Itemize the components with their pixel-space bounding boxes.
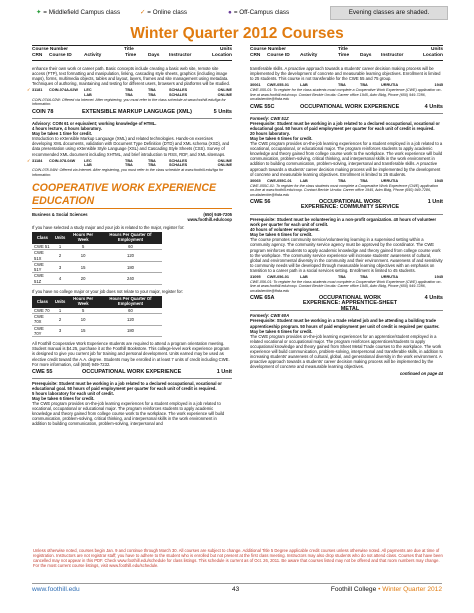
table-row bbox=[32, 314, 162, 326]
table-cell: 60 bbox=[99, 308, 162, 314]
table-caption: If you have selected a study major and your job is related to the major, register for: bbox=[32, 225, 185, 231]
table-cell: 1 bbox=[53, 308, 67, 314]
hours: 5 hours laboratory for each unit of credit. bbox=[32, 390, 114, 396]
class-row bbox=[250, 275, 443, 280]
formerly: Formerly: CWE 51Z bbox=[250, 115, 289, 121]
course-name: OCCUPATIONAL WORK EXPERIENCE bbox=[82, 368, 182, 375]
header-course-number: Course Number bbox=[250, 47, 286, 52]
header-title: Title bbox=[338, 47, 348, 52]
class-row bbox=[250, 179, 443, 184]
class-row bbox=[250, 83, 443, 88]
time: TBA bbox=[125, 158, 133, 163]
legend-middlefield bbox=[36, 9, 120, 16]
column-header-right bbox=[250, 45, 443, 61]
prerequisite: Prerequisite: Student must be volunteering in a non-profit organization. 40 hours of volunteer work per quarter for each unit of credit. bbox=[250, 217, 437, 228]
table-cell: 5 bbox=[67, 244, 99, 250]
class-note: CWE-055C-01: To register for the class students must complete a Cooperative Work Experience (CWE) application on-line at www.foothill.edu/coop. Contact Beckie Urrutia: Career office 1945, Adm Bldg, Phone (650) 949-7286, urrutiabeckie@fhda.edu bbox=[250, 183, 439, 197]
class-row bbox=[32, 93, 232, 98]
activity: LEC bbox=[84, 88, 92, 93]
department-info bbox=[32, 212, 232, 217]
table-header: Hours Per Quarter Of Employment bbox=[99, 232, 162, 244]
course-code: CWE 55C bbox=[250, 103, 275, 110]
table-row bbox=[32, 261, 162, 273]
class-note: CWE-055-01: To register for the class students must complete a Cooperative Work Experience (CWE) application on-line at www.foothill.edu/coop. Contact Beckie Urrutia: Career office 1945, Adm Bldg, Phone (650) 949-7286, urrutiabeckie@fhda.edu bbox=[250, 88, 442, 102]
course-units: 4 Units bbox=[424, 103, 443, 110]
crn: 30065 bbox=[250, 178, 261, 183]
course-heading bbox=[32, 110, 232, 119]
course-description: transferable skills. A proactive approach towards a students' career decision making process will be implemented by the development of concrete and measurable learning objectives. Enrollment is limited to 25 students. This course is not transferable for the CWE 55 and 75 group. bbox=[250, 66, 441, 82]
class-note: COIN-074A-02W: Offered via Internet. After registering, you must refer to the class schedule at www.foothill.edu/fga for information. bbox=[32, 97, 226, 107]
department-heading: COOPERATIVE WORK EXPERIENCE EDUCATION bbox=[32, 182, 232, 209]
table-cell: 120 bbox=[99, 250, 162, 262]
header-location: Location bbox=[423, 53, 443, 58]
course-name: OCCUPATIONAL WORK EXPERIENCE: COMMUNITY SERVICE bbox=[300, 199, 400, 211]
legend bbox=[0, 6, 474, 20]
course-description: enhance their own work or career path. Basic concepts include creating a basic web site, remote site access (FTP), text formatting and manipulation, linking, cascading style sheets, graphics (including image maps), forms, multimedia objects, tables and layout, layers, frames and site management using metadata. Techniques of authoring, maintaining and testing for different users, browsers and platforms will be studied. bbox=[32, 66, 231, 87]
course-id: CWE-055C-01 bbox=[267, 178, 292, 183]
left-column bbox=[27, 66, 232, 429]
crn: 31181 bbox=[32, 88, 43, 93]
table-cell: CWE 51Z bbox=[32, 273, 53, 285]
crn: 31095 bbox=[250, 275, 261, 280]
repeat: May be taken 6 times for credit. bbox=[32, 396, 95, 401]
course-id: COIN-078-04W bbox=[49, 158, 76, 163]
activity: LAB bbox=[84, 93, 92, 98]
footer-title bbox=[331, 586, 442, 593]
header-days: Days bbox=[148, 53, 160, 58]
table-cell: 240 bbox=[99, 273, 162, 285]
days: TBA bbox=[148, 163, 156, 168]
days: TBA bbox=[360, 83, 368, 88]
course-id: COIN-074A-02W bbox=[49, 88, 78, 93]
table-cell: 1 bbox=[53, 244, 67, 250]
table-cell: 2 bbox=[53, 250, 67, 262]
circle-icon: ● bbox=[228, 9, 232, 16]
course-description: The CWE program provides on-the-job learning experiences for a student employed in a job related to vocational, occupational or educational major. The program reinforces students to apply academic knowledge and theory gained from college course work to the workplace. The work experience will build communication, problem-solving, critical thinking, and interpersonal skills in the work environment in addition to building communication, problem-solving, interpersonal and bbox=[32, 401, 225, 427]
table-cell: 15 bbox=[67, 325, 99, 337]
course-description: The CWE program provides on-the-job learning experiences for a student employed in a job related to a vocational, occupational, or educational major. The program reinforces students to apply academic knowledge and theory gained from college course work to the workplace. The work experience will build communication, problem-solving, critical thinking, and interpersonal skills in the work environment in addition to building communication, problem-solving, interpersonal and transferable skills. A proactive approach towards a students' career decision making process will be implemented by the development of concrete and measurable learning objectives. Enrollment is limited to 25 students. bbox=[250, 141, 443, 177]
header-activity: Activity bbox=[84, 53, 102, 58]
class-row bbox=[32, 163, 232, 168]
course-units: 4 Units bbox=[424, 295, 443, 302]
header-time: Time bbox=[338, 53, 350, 58]
location: 1945 bbox=[434, 275, 443, 280]
table-caption: If you have no college major or your job does not relate to your major, register for: bbox=[32, 289, 184, 295]
table-cell: CWE 70 bbox=[32, 308, 53, 314]
course-code: CWE 55 bbox=[32, 368, 53, 375]
table-cell: 3 bbox=[53, 325, 67, 337]
units-table-no-major bbox=[32, 296, 162, 337]
course-heading bbox=[32, 370, 232, 379]
course-code: COIN 78 bbox=[32, 108, 54, 115]
header-course-id: Course ID bbox=[49, 53, 72, 58]
activity: LAB bbox=[300, 83, 308, 88]
footer-college: Foothill College bbox=[330, 586, 377, 593]
table-cell: CWE 70Y bbox=[32, 325, 53, 337]
column-header-left bbox=[32, 45, 232, 61]
table-cell: 120 bbox=[99, 314, 162, 326]
prerequisite: Prerequisite: Student must be working in a job related to a declared occupational, vocational or educational goal. 50 hours of paid employment per quarter for each unit of credit is required. bbox=[250, 120, 440, 131]
course-heading bbox=[250, 200, 443, 215]
table-cell: CWE 70X bbox=[32, 314, 53, 326]
activity: LAB bbox=[300, 275, 308, 280]
department-phone: (650) 949-7205 bbox=[203, 212, 232, 218]
continued-note: continued on page 44 bbox=[399, 371, 443, 377]
check-icon: ✓ bbox=[140, 9, 146, 16]
table-cell: CWE 51 bbox=[32, 244, 53, 250]
department-url[interactable]: www.foothill.edu/coop bbox=[187, 217, 232, 223]
table-cell: 3 bbox=[53, 261, 67, 273]
evening-shading-note: Evening classes are shaded. bbox=[330, 6, 448, 20]
course-heading bbox=[250, 296, 443, 311]
page-number: 43 bbox=[232, 586, 240, 593]
instructor: SCHALES bbox=[169, 158, 188, 163]
hours: 4 hours lecture, 4 hours laboratory. bbox=[32, 126, 102, 132]
header-time: Time bbox=[125, 53, 137, 58]
days: TBA bbox=[148, 158, 156, 163]
table-header: Class bbox=[32, 296, 53, 308]
location: ONLINE bbox=[217, 158, 232, 163]
location: ONLINE bbox=[217, 163, 232, 168]
table-cell: 10 bbox=[67, 314, 99, 326]
header-instructor: Instructor bbox=[169, 53, 192, 58]
header-activity: Activity bbox=[300, 53, 318, 58]
header-instructor: Instructor bbox=[381, 53, 404, 58]
days: TBA bbox=[360, 178, 368, 183]
instructor: SCHALES bbox=[169, 88, 188, 93]
header-crn: CRN bbox=[250, 53, 261, 58]
legend-off-campus bbox=[228, 9, 289, 16]
course-description: The course promotes community service/volunteering learning in a supervised setting within a community agency. The community service agency must be approved by the coordinator. The CWE program reinforces students to apply academic knowledge and theory gained from college course work to the workplace. The community service experience will increase students' awareness of cultural, global and environmental diversity in the community and their environment. Awareness of and sensitivity to community needs will be developed through measurable learning objectives with an emphasis on transition to a career path in a social services setting. Enrollment is limited to 45 students. bbox=[250, 237, 443, 273]
days: TBA bbox=[148, 93, 156, 98]
instructor: SCHALES bbox=[169, 163, 188, 168]
prerequisite: Prerequisite: Student must be working in a trade related job and be attending a building trade apprenticeship program. 50 hours of paid employment per unit of credit is required per quarter. bbox=[250, 318, 440, 329]
table-header: Hours Per Week bbox=[67, 232, 99, 244]
header-course-number: Course Number bbox=[32, 47, 68, 52]
course-id: CWE-056-01 bbox=[267, 275, 289, 280]
schedule-footnote: Unless otherwise noted, courses begin Jan. 9 and continue through March 30. All courses are subject to change. Additional Title 5 Degree applicable credit courses unless otherwise noted. All payments are due at time of registration. Instructors are not registrar staff; you have to adhere to the student who is enrolled but not present at the first class meeting. Instructors may also drop students who do not attend class. Courses that have been cancelled may not appear in this PDF. Check www.foothill.edu/schedule for class listings. This schedule is current as of Oct. 26, 2011. Be aware that courses listed may not be offered and that room numbers may change. For the most current course listings, visit www.foothill.edu/schedule. bbox=[33, 548, 443, 569]
header-course-id: Course ID bbox=[267, 53, 290, 58]
table-cell: CWE 51X bbox=[32, 250, 53, 262]
time: TBA bbox=[338, 275, 346, 280]
department-name: Business & Social Sciences bbox=[32, 212, 88, 218]
hours: 20 hours laboratory. bbox=[250, 130, 290, 136]
crn: 31184 bbox=[32, 158, 43, 163]
course-name: OCCUPATIONAL WORK EXPERIENCE: APPRENTICE-SHEET METAL bbox=[302, 295, 398, 312]
table-header: Hours Per Quarter Of Employment bbox=[99, 296, 162, 308]
coop-note: All Foothill Cooperative Work Experience students are required to attend a program orientation meeting. Student manual is $4.25, purchase it at the Foothill Bookstore. This college-level work experience program is designed to give you current job for training and personal development. Units earned may be used as elective credit toward the A.A. degree. Students may be enrolled in at least 7 units of credit including CWE. For more information, call (650) 949-7232. bbox=[32, 341, 230, 367]
legend-online-label: = Online class bbox=[147, 9, 188, 16]
course-units: 1 Unit bbox=[427, 199, 443, 205]
course-code: CWE 56 bbox=[250, 199, 271, 205]
activity: LAB bbox=[300, 178, 308, 183]
header-title: Title bbox=[124, 47, 134, 52]
course-id: CWE-055-01 bbox=[267, 83, 289, 88]
class-note: COIN-078-04W: Offered via Internet. After registering, you must refer to the class schedule at www.foothill.edu/fga for information. bbox=[32, 168, 224, 177]
course-units: 1 Unit bbox=[216, 368, 232, 375]
check-icon: ✓ bbox=[27, 88, 31, 93]
crn: 30061 bbox=[250, 83, 261, 88]
formerly: Formerly: CWE 60A bbox=[250, 313, 290, 319]
activity: LEC bbox=[84, 158, 92, 163]
location: ONLINE bbox=[217, 93, 232, 98]
table-row bbox=[32, 273, 162, 285]
repeat: May be taken 6 times for credit. bbox=[250, 328, 313, 334]
advisory: Advisory: COIN 61 or equivalent; working knowledge of HTML. bbox=[32, 120, 157, 126]
table-cell: 5 bbox=[67, 308, 99, 314]
header-crn: CRN bbox=[32, 53, 43, 58]
activity: LAB bbox=[84, 163, 92, 168]
table-cell: 2 bbox=[53, 314, 67, 326]
check-icon: ✓ bbox=[27, 158, 31, 163]
location: 1945 bbox=[434, 178, 443, 183]
units-table-major bbox=[32, 232, 162, 285]
header-units: Units bbox=[220, 47, 232, 52]
time: TBA bbox=[125, 88, 133, 93]
course-name: EXTENSIBLE MARKUP LANGUAGE (XML) bbox=[82, 108, 192, 115]
header-units: Units bbox=[431, 47, 443, 52]
repeat: May be taken 6 times for credit. bbox=[250, 232, 313, 238]
footer-term: Winter Quarter 2012 bbox=[382, 586, 442, 593]
hours: 40 hours of volunteer employment. bbox=[250, 227, 320, 233]
table-cell: CWE 51Y bbox=[32, 261, 53, 273]
days: TBA bbox=[360, 275, 368, 280]
instructor: SCHALES bbox=[169, 93, 188, 98]
prerequisite: Prerequisite: Student must be working in a job related to a declared occupational, vocational or educational goal. 50 hours of paid employment per quarter for each unit of credit is required. bbox=[32, 380, 222, 391]
legend-online bbox=[140, 9, 187, 16]
location: ONLINE bbox=[217, 88, 232, 93]
table-header: Class bbox=[32, 232, 53, 244]
course-description: Introduction to eXtensible Markup Language (XML) and related technologies. Hands-on exercises developing XML documents, validation with Document Type Definition (DTD) and XML schema (XSD), and data presentation using eXtensible Style Language (XSL) and Cascading Style Sheets (CSS). Survey of recommended XML document including XHTML, and brief introduction to RSS, RDF, and XML sitemaps. bbox=[32, 136, 230, 157]
course-heading bbox=[250, 105, 443, 114]
repeat: May be taken 1 time for credit. bbox=[32, 131, 93, 137]
legend-middlefield-label: = Middlefield Campus class bbox=[43, 9, 121, 16]
table-row bbox=[32, 325, 162, 337]
course-name: OCCUPATIONAL WORK EXPERIENCE bbox=[300, 103, 400, 110]
table-cell: 15 bbox=[67, 261, 99, 273]
table-cell: 4 bbox=[53, 273, 67, 285]
page-footer bbox=[32, 583, 442, 596]
header-days: Days bbox=[360, 53, 372, 58]
location: 1945 bbox=[434, 83, 443, 88]
header-location: Location bbox=[212, 53, 232, 58]
instructor: URRUTIA bbox=[381, 83, 399, 88]
table-header: Units bbox=[53, 232, 67, 244]
time: TBA bbox=[338, 83, 346, 88]
table-row bbox=[32, 250, 162, 262]
right-column bbox=[250, 66, 443, 376]
star-icon: ✦ bbox=[36, 9, 42, 16]
table-cell: 10 bbox=[67, 250, 99, 262]
table-cell: 180 bbox=[99, 261, 162, 273]
repeat: May be taken 6 times for credit. bbox=[250, 135, 313, 141]
footer-url[interactable]: www.foothill.edu bbox=[32, 586, 80, 593]
time: TBA bbox=[125, 163, 133, 168]
course-code: CWE 65A bbox=[250, 295, 275, 302]
table-header: Units bbox=[53, 296, 67, 308]
footer-separator: • bbox=[376, 586, 383, 593]
table-cell: 20 bbox=[67, 273, 99, 285]
class-note: CWE-056-01: To register for the class students must complete a Cooperative Work Experience (CWE) application on-line at www.foothill.edu/coop. Contact Beckie Urrutia: Career office 1945, Adm Bldg, Phone (650) 949-7286, urrutiabeckie@fhda.edu bbox=[250, 279, 442, 293]
time: TBA bbox=[338, 178, 346, 183]
course-units: 5 Units bbox=[213, 108, 232, 115]
table-cell: 60 bbox=[99, 244, 162, 250]
days: TBA bbox=[148, 88, 156, 93]
instructor: URRUTIA bbox=[381, 275, 399, 280]
table-cell: 180 bbox=[99, 325, 162, 337]
instructor: URRUTIA bbox=[381, 178, 399, 183]
legend-off-campus-label: = Off-Campus class bbox=[233, 9, 290, 16]
page-title: Winter Quarter 2012 Courses bbox=[130, 25, 344, 42]
table-header: Hours Per Week bbox=[67, 296, 99, 308]
time: TBA bbox=[125, 93, 133, 98]
course-description: The CWE program provides on-the-job learning experiences for an apprentice/student employed in a related vocational or occupational major. The program reinforces apprentices/students to apply occupational knowledge and theory gained from Sheet Metal Trade courses to the workplace. The work experience will build communication, problem-solving, interpersonal and transferable skills, in addition to increasing students' awareness of cultural, global, and generational diversity in the work environment. A proactive approach towards a students' career decision making process will be implemented by the development of concrete and measurable learning objectives. bbox=[250, 333, 443, 370]
